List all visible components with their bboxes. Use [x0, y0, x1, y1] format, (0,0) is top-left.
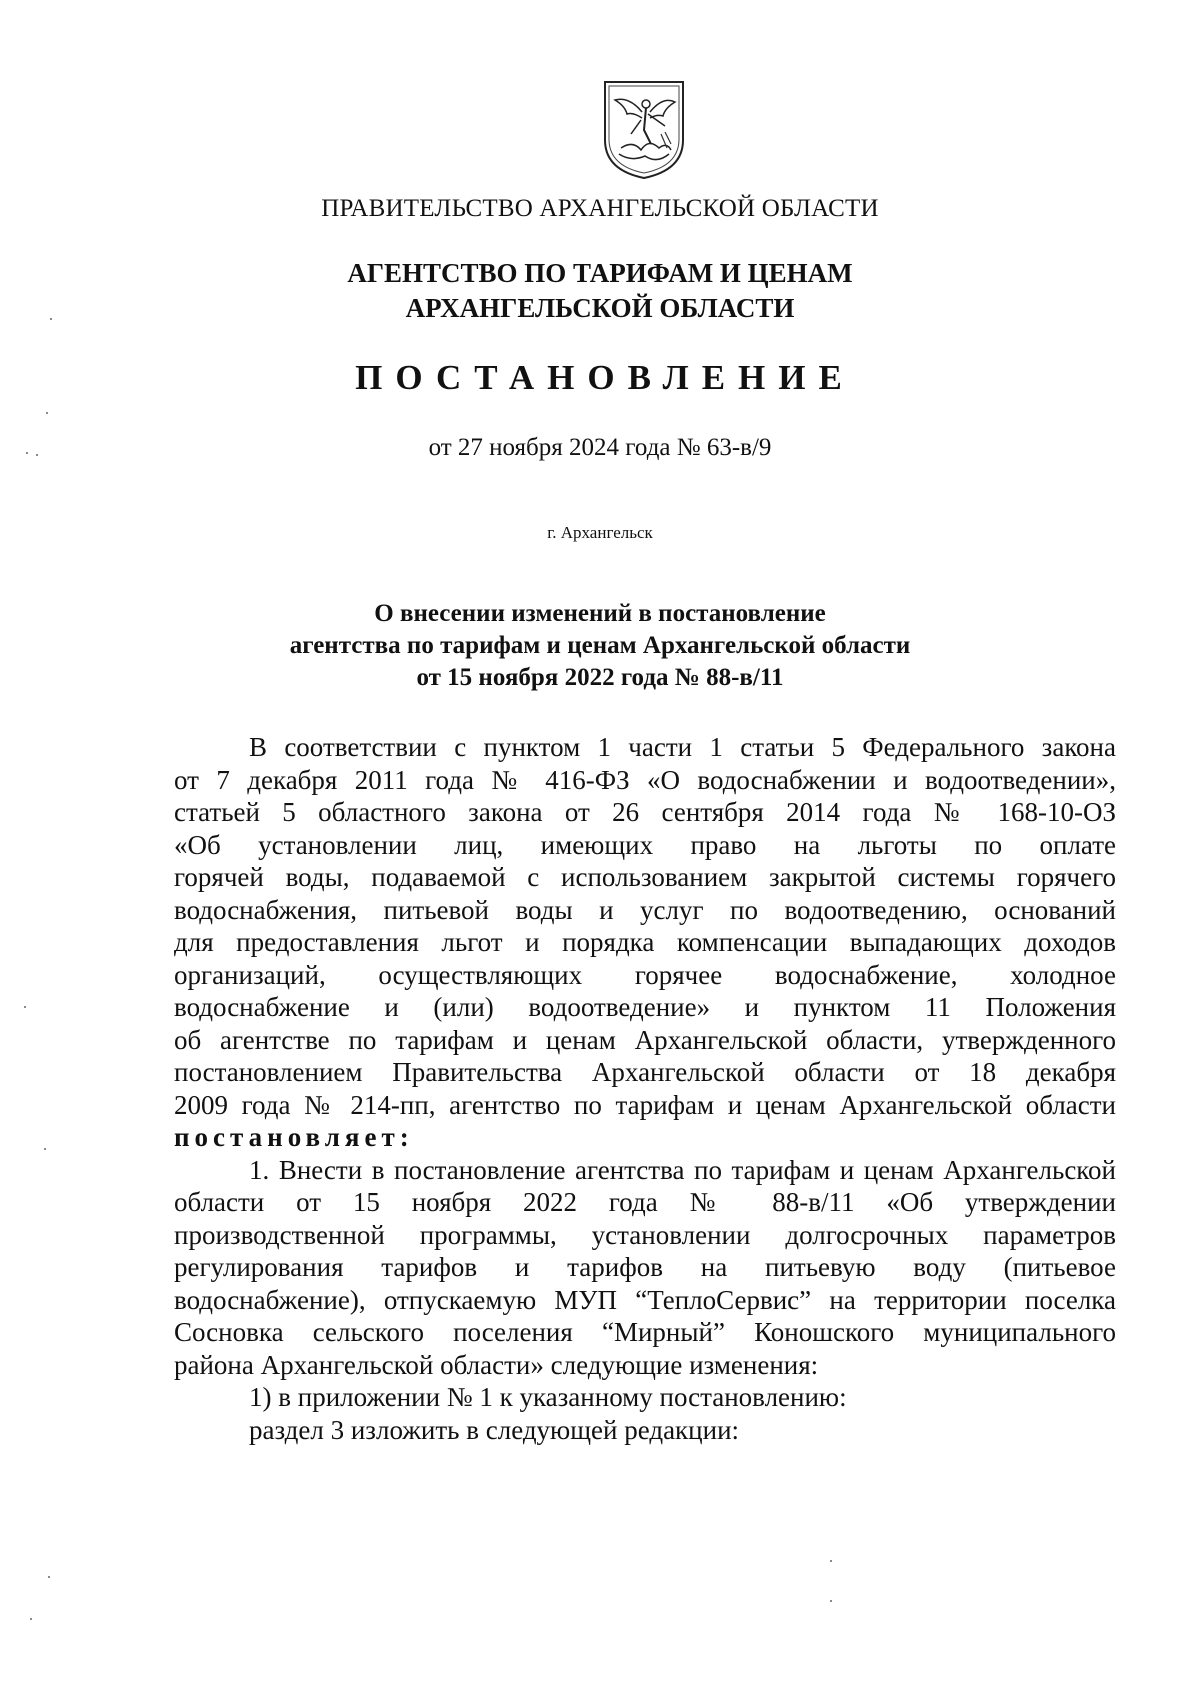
arkhangelsk-coat-of-arms-icon: [601, 78, 687, 182]
section-3-instruction: раздел 3 изложить в следующей редакции:: [249, 1414, 740, 1445]
document-date-number: от 27 ноября 2024 года № 63-в/9: [428, 434, 772, 461]
preamble-line: В соответствии с пунктом 1 части 1 статьи 5 Федерального закона: [249, 732, 1116, 762]
agency-name-line-1: АГЕНТСТВО ПО ТАРИФАМ И ЦЕНАМ: [347, 258, 853, 288]
preamble-line: постановлением Правительства Архангельской области от 18 декабря: [174, 1057, 1116, 1087]
scan-speck: [830, 1560, 832, 1562]
document-city: г. Архангельск: [547, 523, 653, 542]
scan-speck: [830, 1600, 832, 1602]
scan-speck: [36, 454, 38, 456]
subitem-1: 1) в приложении № 1 к указанному постановлению:: [249, 1382, 847, 1412]
scan-speck: [26, 452, 28, 454]
item-1-line: района Архангельской области» следующие изменения:: [174, 1349, 819, 1380]
preamble-line: водоснабжение и (или) водоотведение» и пунктом 11 Положения: [174, 992, 1116, 1022]
subject-line-2: агентства по тарифам и ценам Архангельской области: [289, 632, 911, 659]
scan-speck: [48, 1576, 50, 1578]
scan-speck: [44, 1148, 46, 1150]
preamble-line: об агентстве по тарифам и ценам Архангельской области, утвержденного: [174, 1024, 1116, 1055]
decree-word: постановляет:: [174, 1122, 414, 1152]
subject-line-1: О внесении изменений в постановление: [374, 600, 826, 627]
subject-line-3: от 15 ноября 2022 года № 88-в/11: [416, 664, 784, 691]
preamble-line: от 7 декабря 2011 года № 416-ФЗ «О водоснабжении и водоотведении»,: [174, 764, 1116, 795]
scan-speck: [46, 412, 48, 414]
preamble-line: 2009 года № 214-пп, агентство по тарифам и ценам Архангельской области: [174, 1089, 1116, 1120]
item-1-line: водоснабжение), отпускаемую МУП “ТеплоСервис” на территории поселка: [174, 1284, 1116, 1315]
item-1-line: регулирования тарифов и тарифов на питьевую воду (питьевое: [174, 1252, 1116, 1282]
agency-name-line-2: АРХАНГЕЛЬСКОЙ ОБЛАСТИ: [405, 293, 795, 323]
scan-speck: [50, 318, 52, 320]
government-name: ПРАВИТЕЛЬСТВО АРХАНГЕЛЬСКОЙ ОБЛАСТИ: [321, 195, 879, 222]
preamble-line: статьей 5 областного закона от 26 сентября 2014 года № 168-10-ОЗ: [174, 797, 1116, 827]
item-1-line: Сосновка сельского поселения “Мирный” Коношского муниципального: [174, 1317, 1116, 1347]
document-body: [174, 731, 1116, 1446]
preamble-line: «Об установлении лиц, имеющих право на льготы по оплате: [174, 829, 1116, 860]
item-1-line: 1. Внести в постановление агентства по тарифам и ценам Архангельской: [249, 1154, 1116, 1185]
scan-speck: [30, 1618, 32, 1620]
preamble-line: горячей воды, подаваемой с использованием закрытой системы горячего: [174, 862, 1116, 892]
scan-speck: [24, 1006, 26, 1008]
preamble-line: организаций, осуществляющих горячее водоснабжение, холодное: [174, 959, 1116, 990]
agency-name: [0, 256, 1200, 326]
document-subject: [0, 598, 1200, 694]
item-1-line: производственной программы, установлении долгосрочных параметров: [174, 1219, 1116, 1250]
document-type-title: ПОСТАНОВЛЕНИЕ: [355, 358, 855, 397]
item-1-line: области от 15 ноября 2022 года № 88-в/11 «Об утверждении: [174, 1187, 1116, 1217]
preamble-line: для предоставления льгот и порядка компенсации выпадающих доходов: [174, 927, 1116, 957]
preamble-line: водоснабжения, питьевой воды и услуг по водоотведению, оснований: [174, 894, 1116, 925]
